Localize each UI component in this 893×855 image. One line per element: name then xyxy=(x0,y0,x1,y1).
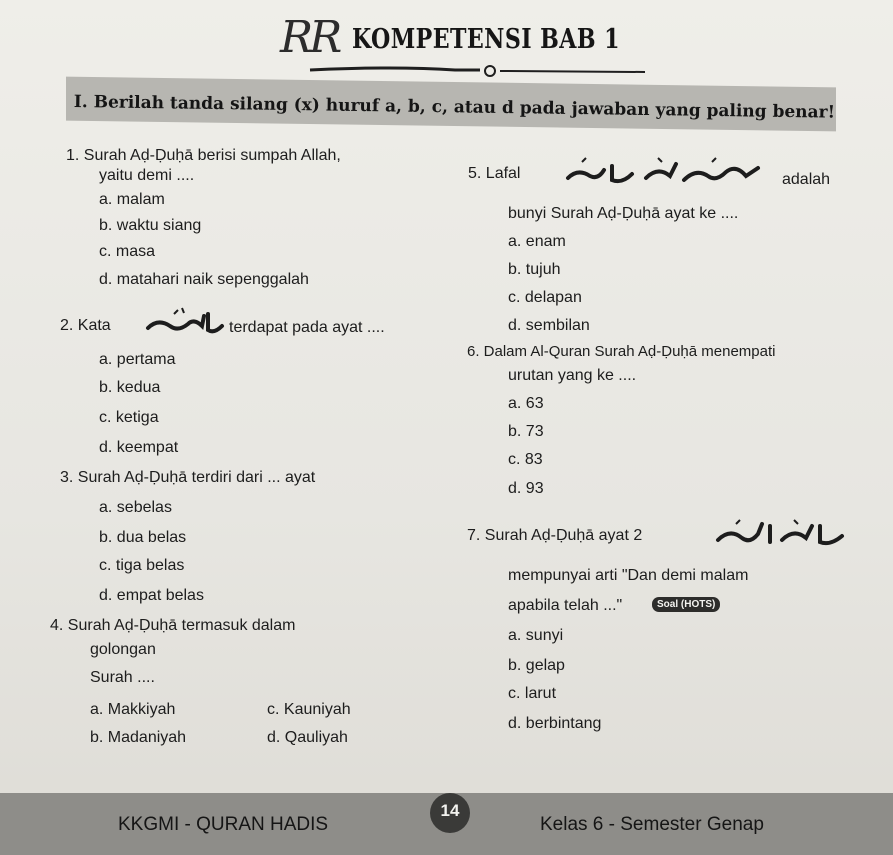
page-number: 14 xyxy=(440,801,460,820)
question-7-option-d[interactable]: d. berbintang xyxy=(508,715,602,732)
question-4-stem-line1: 4. Surah Aḍ-Ḍuḥā termasuk dalam xyxy=(50,617,296,634)
question-2-option-c[interactable]: c. ketiga xyxy=(99,409,159,426)
question-2-option-b[interactable]: b. kedua xyxy=(99,379,161,396)
question-2-option-d[interactable]: d. keempat xyxy=(99,439,179,456)
question-2-stem-prefix: 2. Kata xyxy=(60,317,111,334)
question-1-option-d[interactable]: d. matahari naik sepenggalah xyxy=(99,271,309,288)
question-7-option-c[interactable]: c. larut xyxy=(508,685,557,702)
question-4-option-c[interactable]: c. Kauniyah xyxy=(267,701,351,718)
question-5-stem-suffix: adalah xyxy=(782,171,831,188)
question-3-option-d[interactable]: d. empat belas xyxy=(99,587,204,604)
question-1-option-a[interactable]: a. malam xyxy=(99,191,165,208)
instruction-text: I. Berilah tanda silang (x) huruf a, b, c, atau d pada jawaban yang paling benar! xyxy=(73,92,836,123)
question-5-stem-line2: bunyi Surah Aḍ-Ḍuḥā ayat ke .... xyxy=(508,205,739,222)
question-5-stem-prefix: 5. Lafal xyxy=(468,165,521,182)
question-6-stem-line1: 6. Dalam Al-Quran Surah Aḍ-Ḍuḥā menempati xyxy=(467,343,776,360)
arabic-phrase-image xyxy=(562,154,772,190)
question-4-stem-line2: golongan xyxy=(90,641,156,658)
question-1-option-c[interactable]: c. masa xyxy=(99,243,156,260)
question-6-option-c[interactable]: c. 83 xyxy=(508,451,543,468)
footer-class: Kelas 6 - Semester Genap xyxy=(540,814,764,835)
question-6-stem-line2: urutan yang ke .... xyxy=(508,367,637,384)
hots-badge: Soal (HOTS) xyxy=(652,597,720,612)
question-7-option-a[interactable]: a. sunyi xyxy=(508,627,564,644)
question-3-stem: 3. Surah Aḍ-Ḍuḥā terdiri dari ... ayat xyxy=(60,469,316,486)
title-ornament xyxy=(305,64,650,78)
question-1-stem-line2: yaitu demi .... xyxy=(99,167,195,184)
question-3-option-c[interactable]: c. tiga belas xyxy=(99,557,185,574)
footer-subject: KKGMI - QURAN HADIS xyxy=(118,814,329,835)
question-6-option-a[interactable]: a. 63 xyxy=(508,395,544,412)
question-4-stem-line3: Surah .... xyxy=(90,669,155,686)
question-2-option-a[interactable]: a. pertama xyxy=(99,351,176,368)
question-1-stem-line1: 1. Surah Aḍ-Ḍuḥā berisi sumpah Allah, xyxy=(66,147,341,164)
question-3-option-b[interactable]: b. dua belas xyxy=(99,529,187,546)
arabic-word-image xyxy=(144,304,226,340)
question-7-stem-line2: mempunyai arti "Dan demi malam xyxy=(508,567,749,584)
question-7-stem-line3: apabila telah ..." xyxy=(508,597,623,614)
question-5-option-d[interactable]: d. sembilan xyxy=(508,317,590,334)
page-title: KOMPETENSI BAB 1 xyxy=(352,24,620,55)
question-5-option-a[interactable]: a. enam xyxy=(508,233,566,250)
question-7-stem-line1: 7. Surah Aḍ-Ḍuḥā ayat 2 xyxy=(467,527,643,544)
question-4-option-d[interactable]: d. Qauliyah xyxy=(267,729,348,746)
question-5-option-c[interactable]: c. delapan xyxy=(508,289,582,306)
question-3-option-a[interactable]: a. sebelas xyxy=(99,499,172,516)
question-7-option-b[interactable]: b. gelap xyxy=(508,657,565,674)
question-6-option-d[interactable]: d. 93 xyxy=(508,480,544,497)
question-2-stem-suffix: terdapat pada ayat .... xyxy=(229,319,385,336)
question-1-option-b[interactable]: b. waktu siang xyxy=(99,217,202,234)
question-4-option-b[interactable]: b. Madaniyah xyxy=(90,729,187,746)
handwritten-mark: RR xyxy=(280,12,339,63)
question-6-option-b[interactable]: b. 73 xyxy=(508,423,544,440)
question-5-option-b[interactable]: b. tujuh xyxy=(508,261,561,278)
question-4-option-a[interactable]: a. Makkiyah xyxy=(90,701,176,718)
arabic-verse-image xyxy=(712,516,852,552)
